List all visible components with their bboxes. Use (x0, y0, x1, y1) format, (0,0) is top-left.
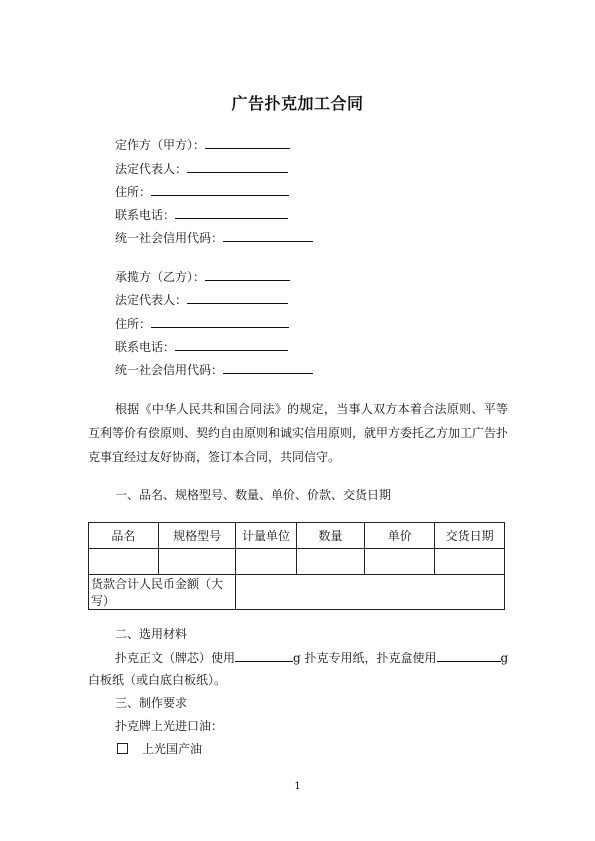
field-label: 联系电话： (115, 340, 176, 354)
table-cell[interactable] (296, 549, 365, 575)
document-title: 广告扑克加工合同 (231, 94, 364, 113)
table-cell[interactable] (236, 549, 296, 575)
party-b-name-field (115, 268, 290, 285)
table-cell[interactable] (89, 549, 159, 575)
materials-text: g (500, 651, 509, 665)
field-label: 法定代表人： (115, 162, 188, 176)
header-cell: 交货日期 (435, 523, 505, 549)
table-cell[interactable] (435, 549, 505, 575)
table-row (89, 549, 505, 575)
party-a-address-field (115, 183, 289, 200)
table-header-row (89, 523, 505, 549)
field-label: 住所： (115, 317, 152, 331)
fill-blank[interactable] (205, 136, 290, 149)
fill-blank[interactable] (223, 229, 313, 242)
table-cell[interactable] (365, 549, 435, 575)
field-label: 统一社会信用代码： (115, 231, 224, 245)
header-cell: 计量单位 (236, 523, 296, 549)
fill-blank[interactable] (187, 291, 288, 304)
fill-blank[interactable] (437, 649, 501, 662)
option-label: 上光国产油 (142, 742, 203, 756)
fill-blank[interactable] (175, 338, 288, 351)
total-value-cell[interactable] (236, 575, 505, 610)
section-heading: 二、选用材料 (115, 627, 188, 641)
section-heading: 三、制作要求 (115, 696, 188, 710)
table-cell[interactable] (158, 549, 236, 575)
fill-blank[interactable] (175, 206, 288, 219)
party-b-credit-code-field (115, 361, 313, 378)
section-heading: 一、品名、规格型号、数量、单价、价款、交货日期 (115, 488, 392, 502)
header-cell: 品名 (89, 523, 159, 549)
option-row (117, 741, 202, 757)
checkbox-icon[interactable] (117, 743, 128, 754)
fill-blank[interactable] (151, 183, 289, 196)
header-cell: 数量 (296, 523, 365, 549)
field-label: 联系电话： (115, 208, 176, 222)
fill-blank[interactable] (223, 361, 313, 374)
party-b-representative-field (115, 291, 288, 308)
fill-blank[interactable] (187, 160, 288, 173)
materials-text: g 扑克专用纸，扑克盒使用 (293, 651, 437, 665)
materials-line (115, 649, 508, 666)
field-label: 定作方（甲方）： (115, 138, 206, 152)
intro-paragraph: 根据《中华人民共和国合同法》的规定，当事人双方本着合法原则、平等互利等价有偿原则、契约自由原则和诚实信用原则，就甲方委托乙方加工广告扑克事宜经过友好协商，签订本合同，共同信守。 (88, 402, 509, 464)
table-total-row (89, 575, 505, 610)
party-b-address-field (115, 315, 289, 332)
party-a-representative-field (115, 160, 288, 177)
field-label: 统一社会信用代码： (115, 363, 224, 377)
field-label: 承揽方（乙方）： (115, 270, 206, 284)
goods-table (88, 522, 505, 610)
party-a-name-field (115, 136, 290, 153)
field-label: 法定代表人： (115, 293, 188, 307)
field-label: 住所： (115, 185, 152, 199)
materials-text: 扑克正文（牌芯）使用 (115, 651, 236, 665)
total-label-cell: 货款合计人民币金额（大写） (89, 575, 236, 610)
header-cell: 规格型号 (158, 523, 236, 549)
materials-line-2: 白板纸（或白底白板纸）。 (88, 673, 227, 687)
fill-blank[interactable] (151, 315, 289, 328)
party-b-phone-field (115, 338, 288, 355)
party-a-phone-field (115, 206, 288, 223)
fill-blank[interactable] (235, 649, 293, 662)
fill-blank[interactable] (205, 268, 290, 281)
header-cell: 单价 (365, 523, 435, 549)
oil-label: 扑克牌上光进口油： (115, 719, 224, 733)
party-a-credit-code-field (115, 229, 313, 246)
page-number: 1 (294, 781, 301, 792)
